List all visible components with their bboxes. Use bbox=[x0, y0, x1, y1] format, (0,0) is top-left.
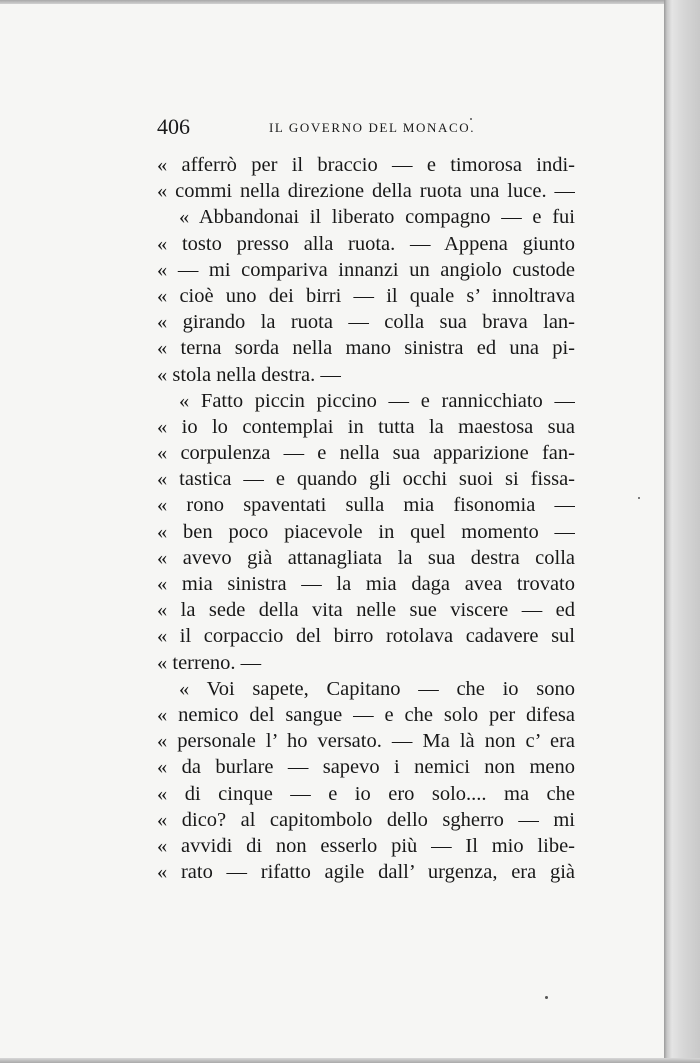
page-header bbox=[157, 114, 577, 144]
text-line: « avvidi di non esserlo più — Il mio libe- bbox=[157, 834, 575, 857]
text-line: « avevo già attanagliata la sua destra colla bbox=[157, 546, 575, 569]
book-binding-gutter bbox=[664, 0, 700, 1063]
text-line: « ben poco piacevole in quel momento — bbox=[157, 520, 575, 543]
page-number: 406 bbox=[157, 114, 190, 139]
text-line: « — mi compariva innanzi un angiolo custode bbox=[157, 258, 575, 281]
text-line: « corpulenza — e nella sua apparizione fan- bbox=[157, 442, 575, 465]
paper-speck bbox=[545, 996, 548, 999]
text-line: « girando la ruota — colla sua brava lan- bbox=[157, 311, 575, 334]
text-line: « commi nella direzione della ruota una luce. — bbox=[157, 180, 575, 203]
running-title: IL GOVERNO DEL MONACO. bbox=[269, 120, 476, 135]
text-line: « Abbandonai il liberato compagno — e fui bbox=[179, 206, 575, 229]
body-text bbox=[157, 152, 575, 885]
text-line: « il corpaccio del birro rotolava cadavere sul bbox=[157, 625, 575, 648]
text-line: « tastica — e quando gli occhi suoi si fissa- bbox=[157, 468, 575, 491]
text-line: « la sede della vita nelle sue viscere — ed bbox=[157, 599, 575, 622]
text-line: « terna sorda nella mano sinistra ed una pi- bbox=[157, 337, 575, 360]
text-line: « io lo contemplai in tutta la maestosa sua bbox=[157, 415, 575, 438]
text-line: « personale l’ ho versato. — Ma là non c’ era bbox=[157, 730, 575, 753]
text-line: « stola nella destra. — bbox=[157, 363, 341, 386]
text-line: « nemico del sangue — e che solo per difesa bbox=[157, 703, 575, 726]
text-line: « cioè uno dei birri — il quale s’ innoltrava bbox=[157, 284, 575, 307]
text-line: « mia sinistra — la mia daga avea trovato bbox=[157, 573, 575, 595]
text-line: « Fatto piccin piccino — e rannicchiato — bbox=[179, 389, 575, 412]
text-line: « terreno. — bbox=[157, 651, 262, 674]
text-line: « Voi sapete, Capitano — che io sono bbox=[179, 677, 575, 700]
paper-speck bbox=[638, 497, 640, 499]
text-line: « di cinque — e io ero solo.... ma che bbox=[157, 782, 575, 805]
text-line: « da burlare — sapevo i nemici non meno bbox=[157, 756, 575, 779]
text-line: « rono spaventati sulla mia fisonomia — bbox=[157, 494, 575, 517]
paper-speck bbox=[470, 118, 472, 120]
text-line: « tosto presso alla ruota. — Appena giunto bbox=[157, 232, 575, 255]
page-bottom-edge bbox=[0, 1058, 700, 1063]
text-line: « dico? al capitombolo dello sgherro — mi bbox=[157, 808, 575, 831]
text-line: « afferrò per il braccio — e timorosa indi- bbox=[157, 154, 575, 176]
text-line: « rato — rifatto agile dall’ urgenza, era già bbox=[157, 861, 575, 884]
